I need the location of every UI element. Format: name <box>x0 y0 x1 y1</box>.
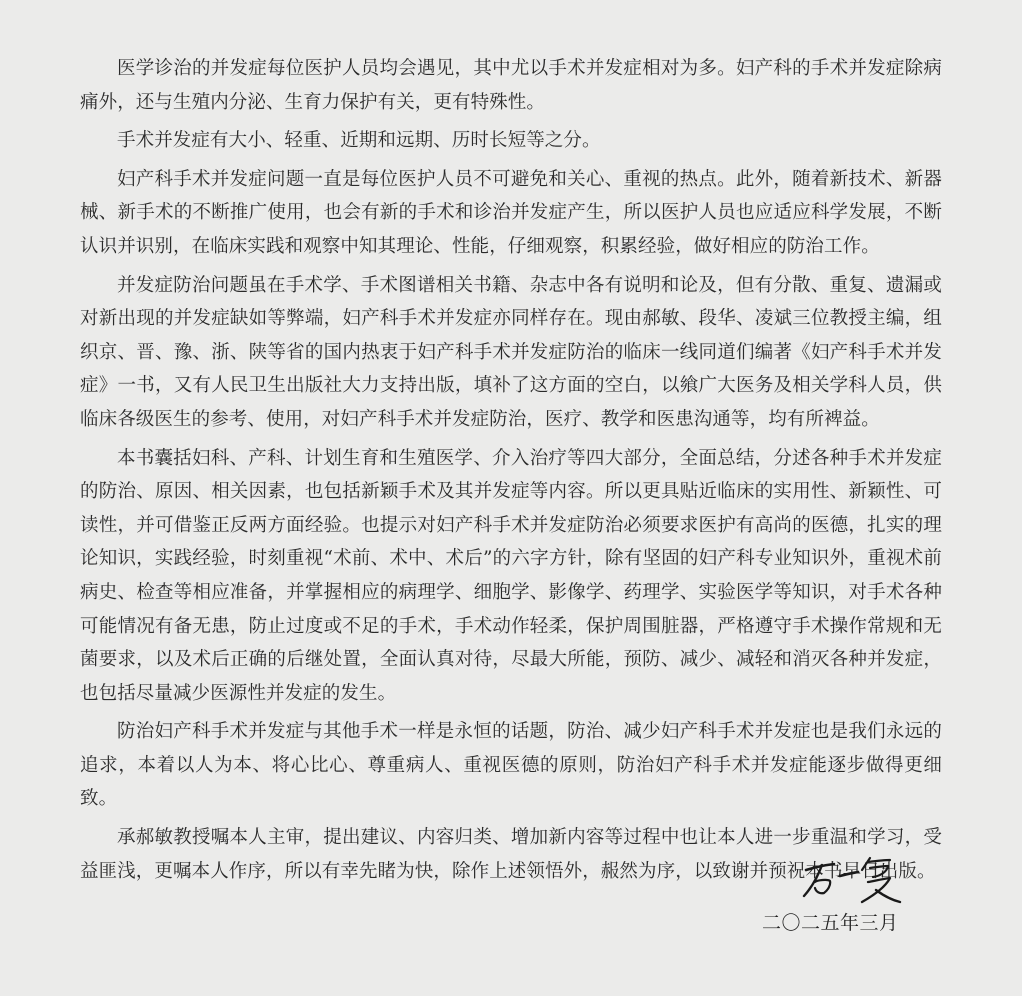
signature-strokes <box>800 852 904 908</box>
preface-paragraph-2: 手术并发症有大小、轻重、近期和远期、历时长短等之分。 <box>117 130 601 152</box>
preface-paragraph-5: 本书囊括妇科、产科、计划生育和生殖医学、介入治疗等四大部分，全面总结，分述各种手术并发症的防治、原因、相关因素，也包括新颖手术及其并发症等内容。所以更具贴近临床的实用性、新颖性、可读性，并可借鉴正反两方面经验。也提示对妇产科手术并发症防治必须要求医护有高尚的医德，扎实的理论知识，实践经验，时刻重视“术前、术中、术后”的六字方针，除有坚固的妇产科专业知识外，重视术前病史、检查等相应准备，并掌握相应的病理学、细胞学、影像学、药理学、实验医学等知识，对手术各种可能情况有备无患，防止过度或不足的手术，手术动作轻柔，保护周围脏器，严格遵守手术操作常规和无菌要求，以及术后正确的后继处置，全面认真对待，尽最大所能，预防、减少、减轻和消灭各种并发症，也包括尽量减少医源性并发症的发生。 <box>80 447 942 704</box>
preface-paragraph-1: 医学诊治的并发症每位医护人员均会遇见，其中尤以手术并发症相对为多。妇产科的手术并发症除病痛外，还与生殖内分泌、生育力保护有关，更有特殊性。 <box>80 58 942 113</box>
date-line: 二〇二五年三月 <box>762 912 899 934</box>
handwritten-signature <box>800 852 904 908</box>
preface-paragraph-6: 防治妇产科手术并发症与其他手术一样是永恒的话题，防治、减少妇产科手术并发症也是我们永远的追求，本着以人为本、将心比心、尊重病人、重视医德的原则，防治妇产科手术并发症能逐步做得更细致。 <box>80 721 942 810</box>
preface-paragraph-4: 并发症防治问题虽在手术学、手术图谱相关书籍、杂志中各有说明和论及，但有分散、重复、遗漏或对新出现的并发症缺如等弊端，妇产科手术并发症亦同样存在。现由郝敏、段华、凌斌三位教授主编，组织京、晋、豫、浙、陕等省的国内热衷于妇产科手术并发症防治的临床一线同道们编著《妇产科手术并发症》一书，又有人民卫生出版社大力支持出版，填补了这方面的空白，以飨广大医务及相关学科人员，供临床各级医生的参考、使用，对妇产科手术并发症防治，医疗、教学和医患沟通等，均有所裨益。 <box>80 274 942 430</box>
signature-block <box>756 852 906 942</box>
preface-paragraph-7: 承郝敏教授嘱本人主审，提出建议、内容归类、增加新内容等过程中也让本人进一步重温和学习，受益匪浅，更嘱本人作序，所以有幸先睹为快，除作上述领悟外，赧然为序，以致谢并预祝本书早日出版。 <box>80 827 942 882</box>
preface-paragraph-3: 妇产科手术并发症问题一直是每位医护人员不可避免和关心、重视的热点。此外，随着新技术、新器械、新手术的不断推广使用，也会有新的手术和诊治并发症产生，所以医护人员也应适应科学发展，不断认识并识别，在临床实践和观察中知其理论、性能，仔细观察，积累经验，做好相应的防治工作。 <box>80 168 942 257</box>
